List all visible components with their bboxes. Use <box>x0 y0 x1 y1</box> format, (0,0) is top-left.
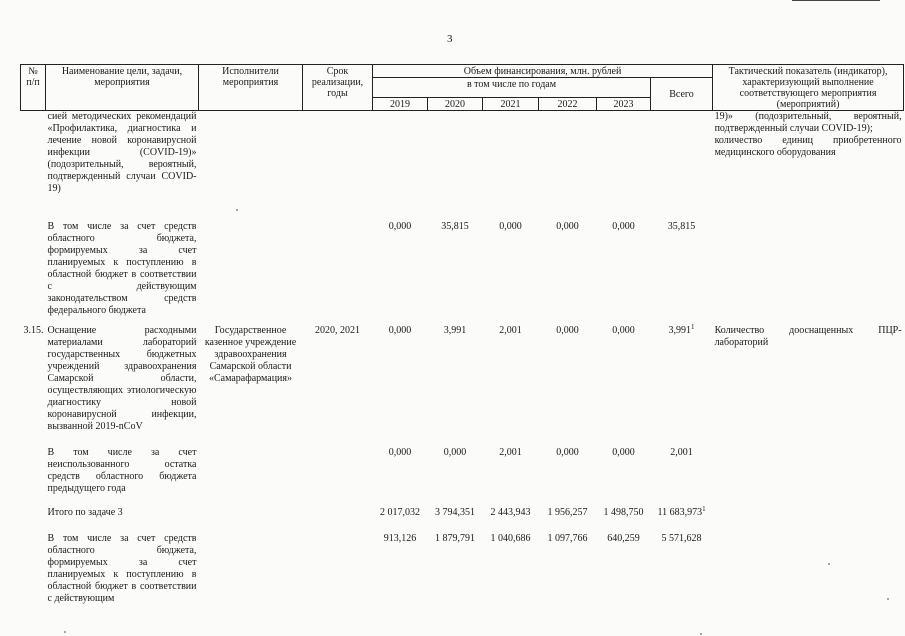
footnote-mark: 1 <box>691 322 695 331</box>
header-year: 2023 <box>597 98 651 111</box>
value-total: 3,991$^1$ <box>668 322 695 336</box>
value-2020: 35,815 <box>441 220 469 232</box>
row-name: сией методических рекомендаций «Профилактика, диагностика и лечение новой коронавирусной инфекции (COVID-19)» (подозрительный, вероятный, подтвержденный случаи COVID-19) <box>47 111 197 194</box>
value-2019: 913,126 <box>383 532 417 544</box>
top-rule <box>792 0 880 1</box>
value-total: 11 683,973$^1$ <box>657 504 706 518</box>
row-term <box>303 533 373 605</box>
row-term <box>303 507 373 533</box>
row-executor <box>199 507 303 533</box>
row-number: 3.15. <box>23 324 44 336</box>
scan-speck <box>887 598 889 600</box>
header-name: Наименование цели, задачи, мероприятия <box>46 65 199 111</box>
header-year: 2021 <box>483 98 539 111</box>
header-term: Срок реализации, годы <box>303 65 373 111</box>
value-2023: 640,259 <box>607 532 640 544</box>
header-funding: Объем финансирования, млн. рублей <box>373 65 713 78</box>
row-number <box>21 447 46 507</box>
row-number <box>21 533 46 605</box>
row-term <box>303 447 373 507</box>
value-2021 <box>483 111 539 221</box>
row-executor <box>199 533 303 605</box>
value-2019: 2 017,032 <box>380 506 420 518</box>
row-executor <box>199 111 303 221</box>
row-executor <box>199 221 303 325</box>
row-term <box>303 111 373 221</box>
value-total: 5 571,628 <box>661 532 702 544</box>
value-2023: 0,000 <box>612 220 635 232</box>
header-num: № п/п <box>21 65 46 111</box>
value-2022: 0,000 <box>556 220 579 232</box>
header-indicator: Тактический показатель (индикатор), характеризующий выполнение соответствующего мероприятия (мероприятий) <box>713 65 904 111</box>
table-row <box>21 507 904 533</box>
value-2020 <box>428 111 483 221</box>
row-term <box>303 221 373 325</box>
scan-speck <box>64 631 66 633</box>
funding-table <box>20 64 904 605</box>
row-number <box>21 111 46 221</box>
value-total <box>651 111 713 221</box>
value-2023 <box>597 111 651 221</box>
indicator-text: 19)» (подозрительный, вероятный, подтвержденный случаи COVID-19); <box>714 111 902 134</box>
value-2020: 0,000 <box>443 446 467 458</box>
value-total: 2,001 <box>670 446 693 458</box>
value-2019 <box>373 111 428 221</box>
footnote-mark: 1 <box>702 504 706 513</box>
row-name: В том числе за счет средств областного бюджета, формируемых за счет планируемых к поступлению в областной бюджет в соответствии с действующим <box>47 532 197 604</box>
table-row <box>21 325 904 447</box>
row-name: В том числе за счет средств областного бюджета, формируемых за счет планируемых к поступлению в областной бюджет в соответствии с действующим законодательством средств федерального бюджета <box>47 220 197 316</box>
table-row <box>21 447 904 507</box>
value-2023: 0,000 <box>612 324 635 336</box>
value-2019: 0,000 <box>388 220 412 232</box>
header-executor: Исполнители мероприятия <box>199 65 303 111</box>
header-total: Всего <box>651 78 713 111</box>
row-indicator <box>713 507 904 533</box>
row-indicator <box>713 325 904 447</box>
indicator-text: Количество дооснащенных ПЦР-лабораторий <box>714 324 902 348</box>
scan-speck <box>236 209 238 211</box>
row-number <box>21 221 46 325</box>
table-header <box>21 65 904 111</box>
row-indicator <box>713 533 904 605</box>
value-2023: 1 498,750 <box>603 506 644 518</box>
value-2022: 0,000 <box>556 324 579 336</box>
value-2021: 2 443,943 <box>490 506 531 518</box>
value-2019: 0,000 <box>388 446 412 458</box>
value-2021: 2,001 <box>499 324 522 336</box>
value-2022: 0,000 <box>556 446 579 458</box>
table-row <box>21 533 904 605</box>
value-2023: 0,000 <box>612 446 635 458</box>
value-2022: 1 956,257 <box>547 506 588 518</box>
value-2022: 1 097,766 <box>547 532 588 544</box>
table-row <box>21 221 904 325</box>
scan-speck <box>828 563 830 565</box>
page-number: 3 <box>447 33 453 45</box>
table-row <box>21 111 904 221</box>
row-executor <box>199 447 303 507</box>
indicator-text: количество единиц приобретенного медицинского оборудования <box>714 135 902 158</box>
value-2020: 3 794,351 <box>435 506 475 518</box>
row-indicator <box>713 447 904 507</box>
scan-speck <box>700 633 702 635</box>
value-2019: 0,000 <box>388 324 412 336</box>
value-2021: 2,001 <box>499 446 522 458</box>
value-2021: 1 040,686 <box>490 532 531 544</box>
row-name: Оснащение расходными материалами лабораторий государственных бюджетных учреждений здравоохранения Самарской области, осуществляющих этиологическую диагностику новой коронавирусной инфекции, вызванной 2019-nCoV <box>47 324 197 432</box>
value-2022 <box>539 111 597 221</box>
row-indicator <box>713 221 904 325</box>
row-name: Итого по задаче 3 <box>47 506 123 518</box>
header-by-year: в том числе по годам <box>373 78 651 98</box>
header-year: 2020 <box>428 98 483 111</box>
table-body <box>21 111 904 605</box>
header-year: 2019 <box>373 98 428 111</box>
value-2020: 1 879,791 <box>435 532 475 544</box>
header-year: 2022 <box>539 98 597 111</box>
row-indicator <box>713 111 904 221</box>
row-name: В том числе за счет неиспользованного остатка средств областного бюджета предыдущего года <box>47 446 197 494</box>
row-number <box>21 507 46 533</box>
row-term: 2020, 2021 <box>315 324 360 336</box>
value-2021: 0,000 <box>499 220 522 232</box>
value-2020: 3,991 <box>443 324 467 336</box>
row-executor: Государственное казенное учреждение здравоохранения Самарской области «Самарафармация» <box>204 324 297 384</box>
value-total: 35,815 <box>667 220 696 232</box>
